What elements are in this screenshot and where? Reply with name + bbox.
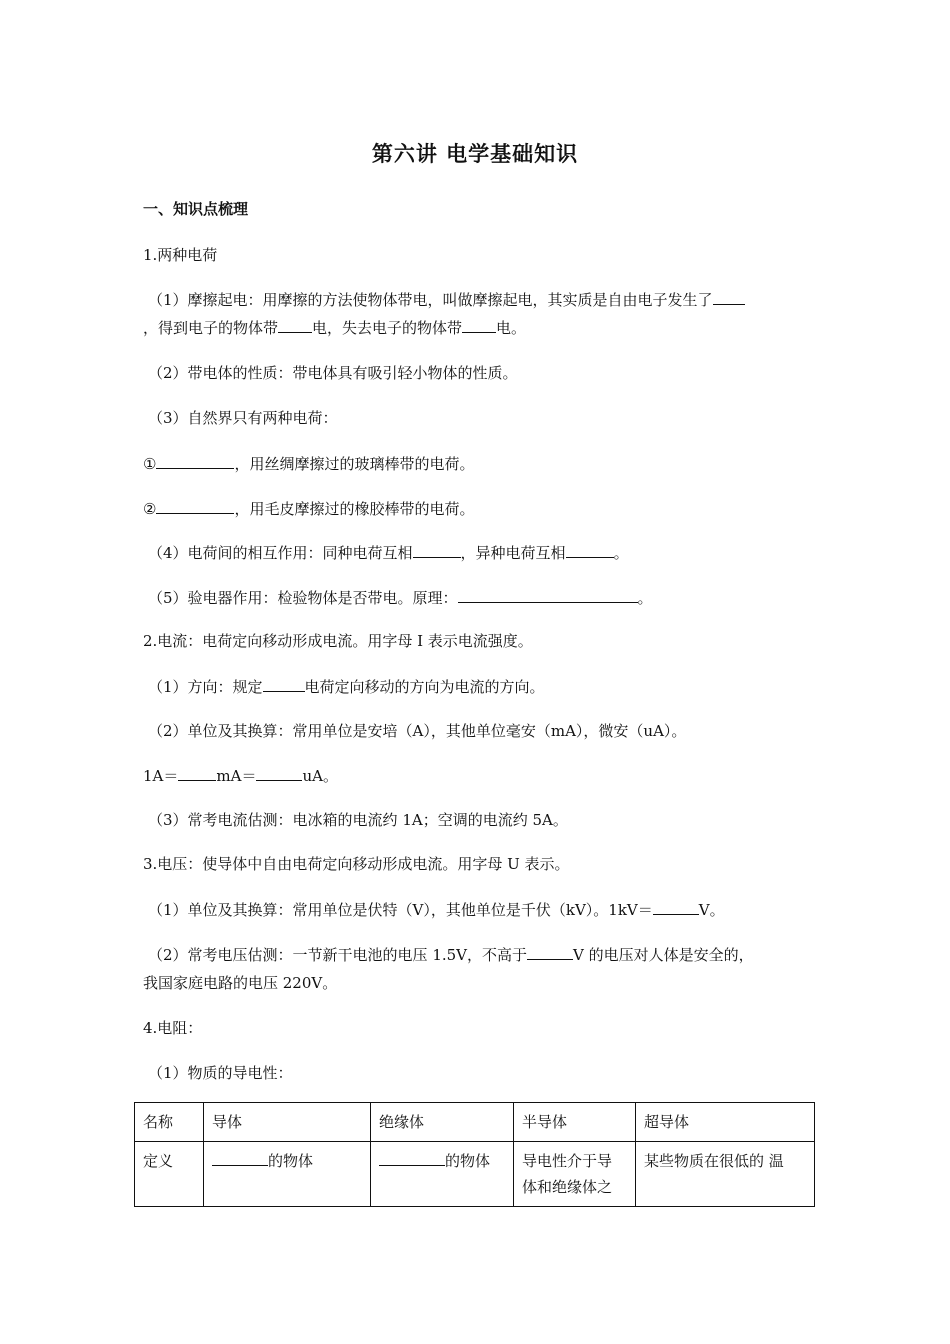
blank xyxy=(713,289,745,305)
paragraph-voltage-estimate-cont: 我国家庭电路的电压 220V。 xyxy=(143,974,338,992)
table-header-cell: 导体 xyxy=(204,1103,371,1142)
blank xyxy=(379,1150,445,1166)
heading-charges: 1.两种电荷 xyxy=(143,246,218,264)
blank xyxy=(278,317,312,333)
current-conversion: 1A＝ mA＝ uA。 xyxy=(143,767,338,785)
blank xyxy=(156,498,234,514)
paragraph-friction: （1）摩擦起电：用摩擦的方法使物体带电，叫做摩擦起电，其实质是自由电子发生了 xyxy=(148,289,745,310)
paragraph-electroscope: （5）验电器作用：检验物体是否带电。原理： 。 xyxy=(148,589,653,607)
table-header-cell: 超导体 xyxy=(636,1103,815,1142)
table-cell: 某些物质在很低的 温 xyxy=(636,1142,815,1207)
table-header-cell: 绝缘体 xyxy=(371,1103,514,1142)
table-cell: 的物体 xyxy=(371,1142,514,1207)
table-header-cell: 名称 xyxy=(135,1103,204,1142)
charge-item-2: ② ，用毛皮摩擦过的橡胶棒带的电荷。 xyxy=(143,500,475,518)
table-header-row xyxy=(135,1103,815,1142)
conductivity-table xyxy=(134,1102,815,1207)
blank xyxy=(653,899,699,915)
paragraph-interaction: （4）电荷间的相互作用：同种电荷互相 ，异种电荷互相 。 xyxy=(148,544,629,562)
blank xyxy=(458,587,638,603)
table-cell: 的物体 xyxy=(204,1142,371,1207)
heading-resistance: 4.电阻： xyxy=(143,1019,203,1037)
blank xyxy=(527,944,573,960)
table-row xyxy=(135,1142,815,1207)
blank xyxy=(413,542,461,558)
paragraph-conductivity: （1）物质的导电性： xyxy=(148,1064,293,1082)
blank xyxy=(462,317,496,333)
blank xyxy=(263,676,305,692)
table-cell: 定义 xyxy=(135,1142,204,1207)
paragraph-direction: （1）方向：规定 电荷定向移动的方向为电流的方向。 xyxy=(148,678,545,696)
page-title: 第六讲 电学基础知识 xyxy=(371,142,579,166)
heading-current: 2.电流：电荷定向移动形成电流。用字母 I 表示电流强度。 xyxy=(143,632,533,650)
blank xyxy=(178,765,216,781)
paragraph-friction-cont: ，得到电子的物体带 电，失去电子的物体带 电。 xyxy=(143,319,527,337)
blank xyxy=(212,1150,268,1166)
charge-item-1: ① ，用丝绸摩擦过的玻璃棒带的电荷。 xyxy=(143,455,475,473)
paragraph-voltage-estimate: （2）常考电压估测：一节新干电池的电压 1.5V，不高于 V 的电压对人体是安全的， xyxy=(148,946,754,964)
paragraph-current-estimate: （3）常考电流估测：电冰箱的电流约 1A；空调的电流约 5A。 xyxy=(148,811,568,829)
heading-voltage: 3.电压：使导体中自由电荷定向移动形成电流。用字母 U 表示。 xyxy=(143,855,570,873)
paragraph-charged-body: （2）带电体的性质：带电体具有吸引轻小物体的性质。 xyxy=(148,364,518,382)
table-cell: 导电性介于导 体和绝缘体之 xyxy=(514,1142,636,1207)
section-heading: 一、知识点梳理 xyxy=(143,200,249,218)
blank xyxy=(566,542,614,558)
paragraph-two-charges: （3）自然界只有两种电荷： xyxy=(148,409,338,427)
blank xyxy=(256,765,302,781)
paragraph-current-units: （2）单位及其换算：常用单位是安培（A），其他单位毫安（mA），微安（uA）。 xyxy=(148,722,687,740)
table-header-cell: 半导体 xyxy=(514,1103,636,1142)
blank xyxy=(156,453,234,469)
paragraph-voltage-units: （1）单位及其换算：常用单位是伏特（V），其他单位是千伏（kV）。1kV＝ V。 xyxy=(148,901,725,919)
